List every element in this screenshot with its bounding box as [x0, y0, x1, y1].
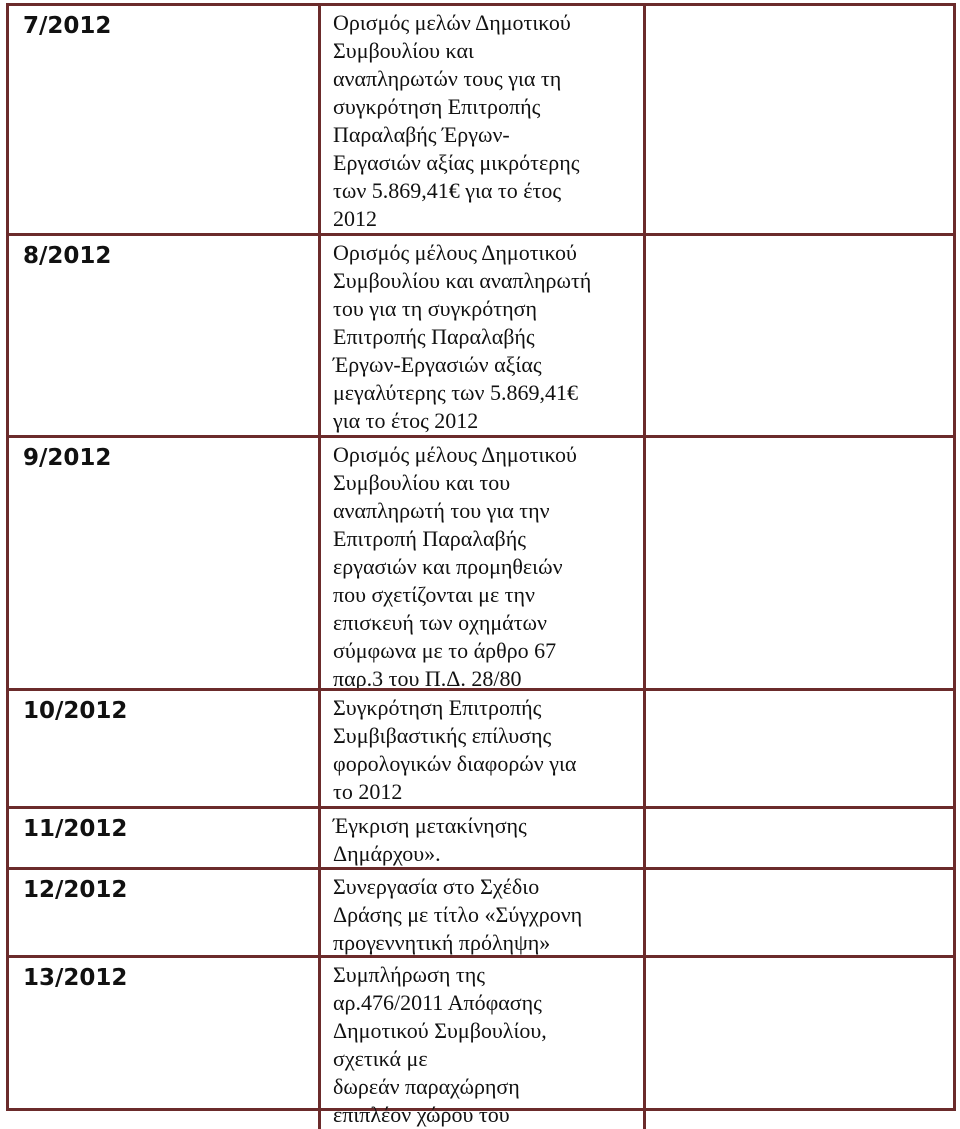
description-line: Συμβουλίου και αναπληρωτή [333, 268, 592, 293]
empty-cell [643, 6, 953, 233]
description-line: επισκευή των οχημάτων [333, 610, 547, 635]
table-row [9, 233, 953, 435]
table-row [9, 688, 953, 806]
decisions-table [6, 3, 956, 1127]
table-row [9, 6, 953, 233]
description-line: Συμβουλίου και [333, 38, 474, 63]
description-line: Συμπλήρωση της [333, 962, 485, 987]
table-row [9, 867, 953, 955]
description-line: Έργων-Εργασιών αξίας [333, 352, 542, 377]
description-line: αναπληρωτή του για την [333, 498, 550, 523]
description-line: Επιτροπή Παραλαβής [333, 526, 526, 551]
table-row [9, 806, 953, 867]
empty-cell [643, 236, 953, 435]
description-line: Δράσης με τίτλο «Σύγχρονη [333, 902, 583, 927]
description-line: προγεννητική πρόληψη» [333, 930, 551, 955]
description-line: συγκρότηση Επιτροπής [333, 94, 541, 119]
description-line: 2012 [333, 206, 377, 231]
empty-cell [643, 870, 953, 955]
description-line: Συμβουλίου και του [333, 470, 511, 495]
table-row [9, 955, 953, 1129]
description-line: Συγκρότηση Επιτροπής [333, 695, 542, 720]
decision-description [318, 691, 643, 806]
description-line: Έγκριση μετακίνησης [333, 813, 527, 838]
description-line: αναπληρωτών τους για τη [333, 66, 562, 91]
empty-cell [643, 958, 953, 1129]
description-line: επιπλέον χώρου του [333, 1102, 510, 1127]
description-line: των 5.869,41€ για το έτος [333, 178, 562, 203]
decision-description [318, 958, 643, 1129]
description-line: Εργασιών αξίας μικρότερης [333, 150, 580, 175]
decision-description [318, 236, 643, 435]
description-line: Επιτροπής Παραλαβής [333, 324, 535, 349]
table-row [9, 435, 953, 691]
decision-number: 13/2012 [23, 965, 128, 991]
description-line: μεγαλύτερης των 5.869,41€ [333, 380, 578, 405]
description-line: Ορισμός μέλους Δημοτικού [333, 442, 577, 467]
description-line: παρ.3 του Π.Δ. 28/80 [333, 666, 522, 691]
decision-number: 11/2012 [23, 816, 128, 842]
description-line: αρ.476/2011 Απόφασης [333, 990, 542, 1015]
decision-description [318, 809, 643, 867]
empty-cell [643, 691, 953, 806]
decision-number: 12/2012 [23, 877, 128, 903]
description-line: δωρεάν παραχώρηση [333, 1074, 520, 1099]
description-line: του για τη συγκρότηση [333, 296, 537, 321]
decision-number: 7/2012 [23, 13, 112, 39]
description-line: Παραλαβής Έργων- [333, 122, 510, 147]
decision-description [318, 870, 643, 955]
description-line: Συνεργασία στο Σχέδιο [333, 874, 540, 899]
decision-description [318, 6, 643, 233]
description-line: Δημοτικού Συμβουλίου, [333, 1018, 547, 1043]
decision-number: 9/2012 [23, 445, 112, 471]
empty-cell [643, 809, 953, 867]
description-line: Δημάρχου». [333, 841, 441, 866]
decision-description [318, 438, 643, 691]
description-line: φορολογικών διαφορών για [333, 751, 577, 776]
description-line: για το έτος 2012 [333, 408, 479, 433]
description-line: το 2012 [333, 779, 403, 804]
decision-number: 10/2012 [23, 698, 128, 724]
description-line: Ορισμός μέλους Δημοτικού [333, 240, 577, 265]
decision-number: 8/2012 [23, 243, 112, 269]
description-line: εργασιών και προμηθειών [333, 554, 563, 579]
description-line: σχετικά με [333, 1046, 428, 1071]
description-line: σύμφωνα με το άρθρο 67 [333, 638, 557, 663]
description-line: που σχετίζονται με την [333, 582, 535, 607]
description-line: Ορισμός μελών Δημοτικού [333, 10, 571, 35]
description-line: Συμβιβαστικής επίλυσης [333, 723, 552, 748]
empty-cell [643, 438, 953, 688]
